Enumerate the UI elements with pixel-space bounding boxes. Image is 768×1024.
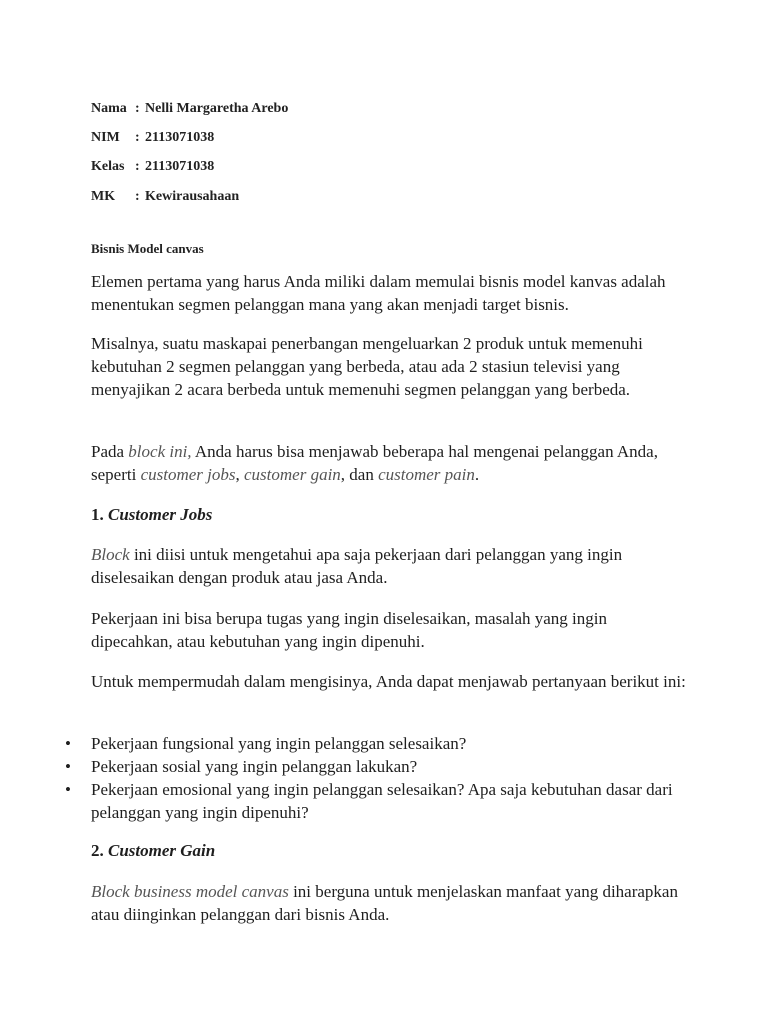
document-title: Bisnis Model canvas <box>91 241 204 256</box>
meta-value: 2113071038 <box>145 159 215 175</box>
italic-term: Block business model canvas <box>91 882 289 901</box>
italic-term: customer jobs <box>140 465 236 484</box>
bullet-icon: • <box>65 780 71 799</box>
text-run: , <box>235 465 244 484</box>
meta-label: NIM <box>91 129 120 145</box>
italic-term: Block <box>91 545 130 564</box>
paragraph-5: Pekerjaan ini bisa berupa tugas yang ingin diselesaikan, masalah yang ingin dipecahkan, atau kebutuhan yang ingin dipenuhi. <box>91 609 608 651</box>
text-run: Anda harus bisa menjawab beberapa hal mengenai pelanggan Anda, seperti <box>91 442 658 484</box>
heading-number: 1. <box>91 505 108 524</box>
italic-term: customer gain <box>244 465 341 484</box>
bullet-icon: • <box>65 757 71 776</box>
paragraph-4 <box>91 543 691 589</box>
meta-colon: : <box>135 129 140 145</box>
paragraph-2: Misalnya, suatu maskapai penerbangan mengeluarkan 2 produk untuk memenuhi kebutuhan 2 segmen pelanggan yang berbeda, atau ada 2 stasiun televisi yang menyajikan 2 acara berbeda untuk memenuhi segmen pelanggan yang berbeda. <box>91 334 643 399</box>
meta-colon: : <box>135 100 140 116</box>
text-run: ini berguna untuk menjelaskan manfaat yang diharapkan atau diinginkan pelanggan dari bisnis Anda. <box>91 882 678 924</box>
list-item-text: Pekerjaan emosional yang ingin pelanggan selesaikan? Apa saja kebutuhan dasar dari pelanggan yang ingin dipenuhi? <box>91 780 673 822</box>
heading-number: 2. <box>91 841 108 860</box>
meta-row-nama <box>91 94 288 123</box>
meta-value: Nelli Margaretha Arebo <box>145 100 289 116</box>
text-run: , dan <box>340 465 379 484</box>
meta-colon: : <box>135 188 140 204</box>
meta-colon: : <box>135 159 140 175</box>
list-item-text: Pekerjaan sosial yang ingin pelanggan lakukan? <box>91 757 418 776</box>
italic-term: customer pain <box>378 465 475 484</box>
paragraph-1: Elemen pertama yang harus Anda miliki dalam memulai bisnis model kanvas adalah menentukan segmen pelanggan mana yang akan menjadi target bisnis. <box>91 272 666 314</box>
meta-value: Kewirausahaan <box>145 188 240 204</box>
text-run: Pada <box>91 442 129 461</box>
heading-title: Customer Gain <box>108 841 216 860</box>
paragraph-3 <box>91 440 691 486</box>
meta-label: Nama <box>91 100 127 116</box>
text-run: ini diisi untuk mengetahui apa saja pekerjaan dari pelanggan yang ingin diselesaikan dengan produk atau jasa Anda. <box>91 545 623 587</box>
question-list <box>61 732 701 824</box>
paragraph-6: Untuk mempermudah dalam mengisinya, Anda dapat menjawab pertanyaan berikut ini: <box>91 672 686 691</box>
italic-term: block ini, <box>128 442 192 461</box>
list-item <box>61 732 701 755</box>
paragraph-7 <box>91 880 691 926</box>
text-run: . <box>474 465 480 484</box>
meta-row-nim <box>91 123 288 152</box>
list-item-text: Pekerjaan fungsional yang ingin pelanggan selesaikan? <box>91 734 467 753</box>
heading-customer-gain <box>91 841 215 861</box>
meta-label: Kelas <box>91 159 125 175</box>
meta-label: MK <box>91 188 116 204</box>
heading-customer-jobs <box>91 505 212 525</box>
list-item <box>61 778 701 824</box>
list-item <box>61 755 701 778</box>
bullet-icon: • <box>65 734 71 753</box>
student-info <box>91 94 288 211</box>
meta-row-kelas <box>91 153 288 182</box>
meta-row-mk <box>91 182 288 211</box>
meta-value: 2113071038 <box>145 129 215 145</box>
heading-title: Customer Jobs <box>108 505 213 524</box>
